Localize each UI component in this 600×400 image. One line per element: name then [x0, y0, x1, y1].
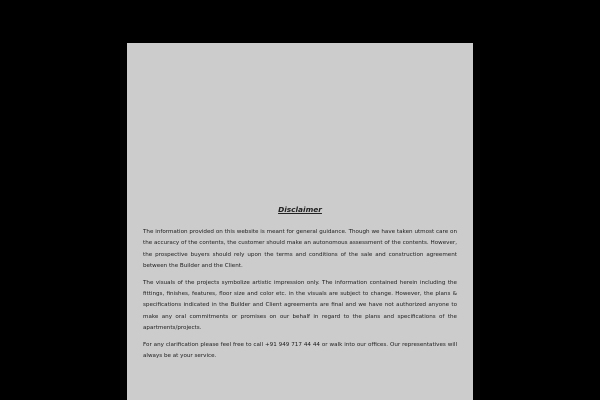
disclaimer-paragraph-contact: For any clarification please feel free to call +91 949 717 44 44 or walk into our offices. Our representatives will always be at your service.	[143, 341, 457, 360]
disclaimer-heading: Disclaimer	[278, 205, 322, 214]
disclaimer-paragraph-visuals: The visuals of the projects symbolize artistic impression only. The information contained herein including the fittings, finishes, features, floor size and color etc. in the visuals are subject to change. However, the plans & specifications indicated in the Builder and Client agreements are final and we have not authorized anyone to make any oral commitments or promises on our behalf in regard to the plans and specifications of the apartments/projects.	[143, 279, 457, 332]
disclaimer-panel	[127, 43, 473, 400]
disclaimer-paragraph-general: The information provided on this website is meant for general guidance. Though we have taken utmost care on the accuracy of the contents, the customer should make an autonomous assessment of the contents. However, the prospective buyers should rely upon the terms and conditions of the sale and construction agreement between the Builder and the Client.	[143, 229, 457, 270]
